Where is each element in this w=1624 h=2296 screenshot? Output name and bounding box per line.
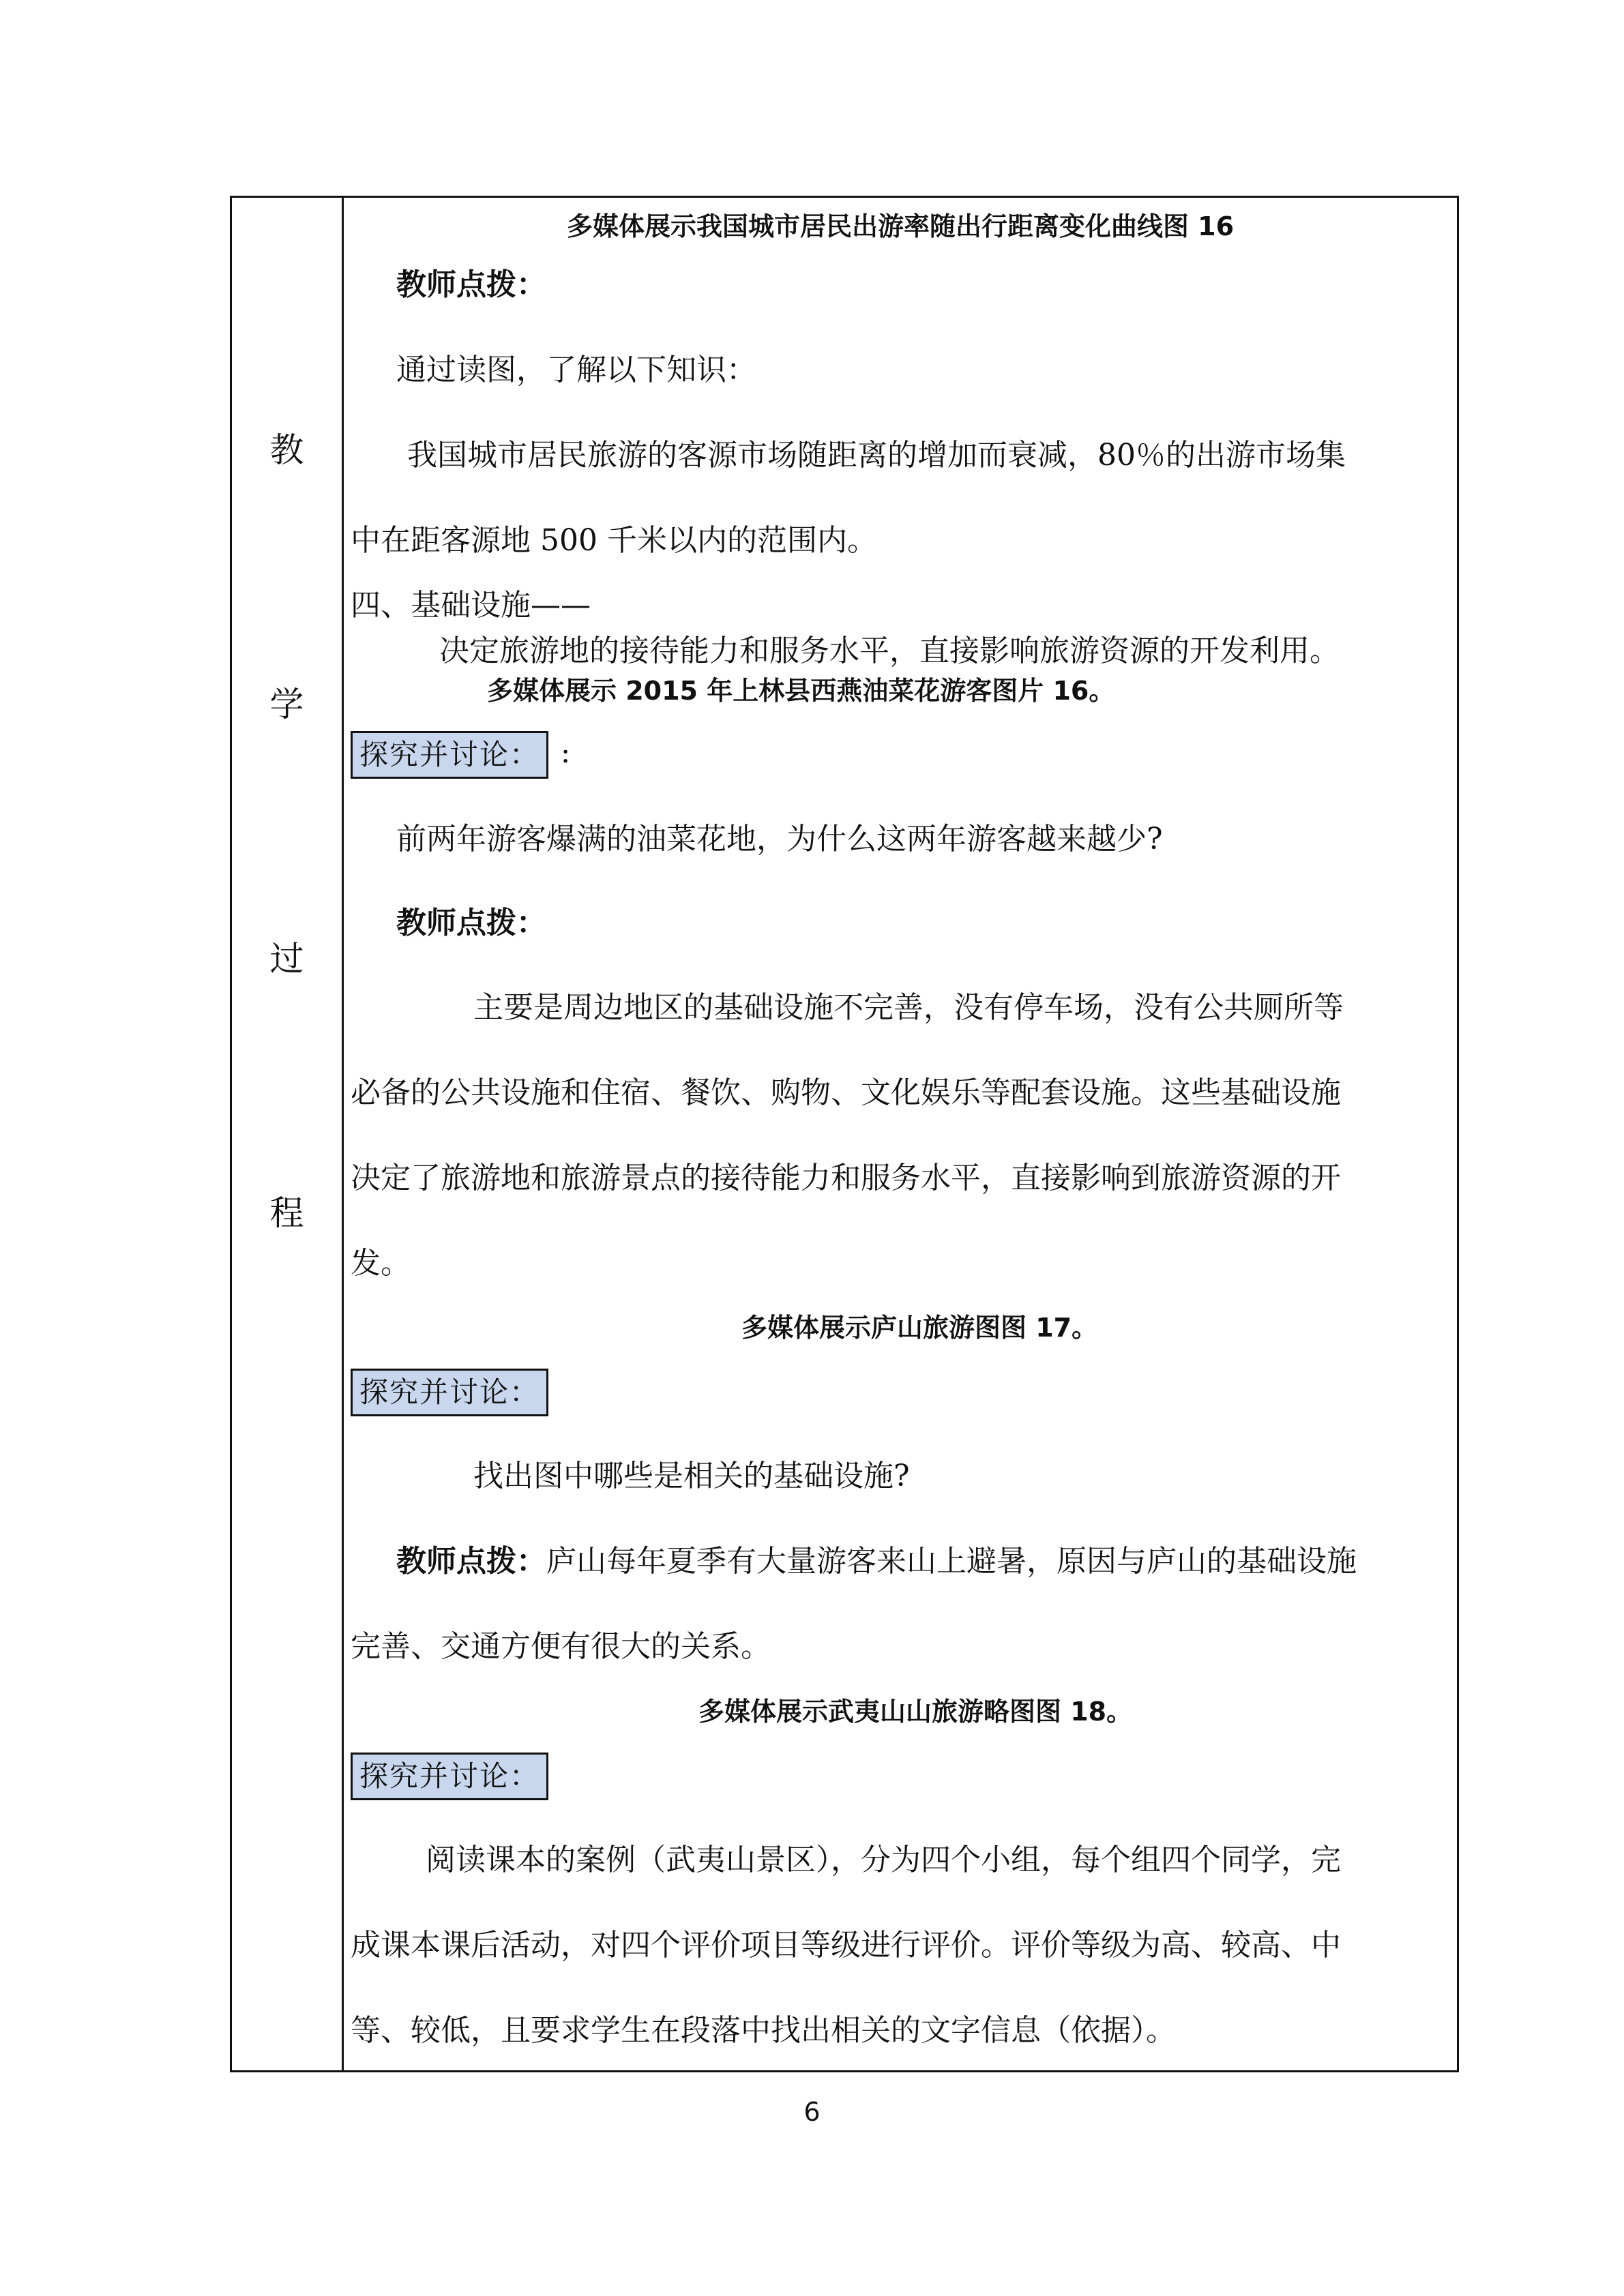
teacher-tip-heading: 教师点拨： bbox=[396, 267, 546, 302]
side-label-char: 程 bbox=[269, 1193, 304, 1233]
body-text: 必备的公共设施和住宿、餐饮、购物、文化娱乐等配套设施。这些基础设施 bbox=[351, 1075, 1341, 1110]
caption-figure-16: 多媒体展示我国城市居民出游率随出行距离变化曲线图 16 bbox=[566, 211, 1235, 241]
body-text: 庐山每年夏季有大量游客来山上避暑，原因与庐山的基础设施 bbox=[546, 1544, 1357, 1579]
box-tail-text: : bbox=[561, 736, 571, 769]
body-text: 通过读图，了解以下知识： bbox=[396, 353, 756, 387]
side-label-column bbox=[232, 198, 344, 2070]
section-heading: 四、基础设施—— bbox=[351, 588, 591, 623]
body-text: 决定了旅游地和旅游景点的接待能力和服务水平，直接影响到旅游资源的开 bbox=[351, 1161, 1341, 1195]
body-text: 中在距客源地 500 千米以内的范围内。 bbox=[351, 523, 877, 558]
caption-figure-18: 多媒体展示武夷山山旅游略图图 18。 bbox=[698, 1697, 1133, 1727]
body-text: 成课本课后活动，对四个评价项目等级进行评价。评价等级为高、较高、中 bbox=[351, 1928, 1341, 1963]
discussion-label-box: 探究并讨论： bbox=[351, 1753, 548, 1800]
side-label-char: 过 bbox=[269, 939, 304, 979]
body-text: 我国城市居民旅游的客源市场随距离的增加而衰减，80％的出游市场集 bbox=[407, 438, 1346, 473]
lesson-table bbox=[230, 196, 1459, 2072]
teacher-tip-heading: 教师点拨： bbox=[396, 1544, 546, 1579]
body-text: 发。 bbox=[351, 1246, 411, 1281]
body-text: 决定旅游地的接待能力和服务水平，直接影响旅游资源的开发利用。 bbox=[439, 633, 1340, 668]
caption-figure-17: 多媒体展示庐山旅游图图 17。 bbox=[741, 1313, 1098, 1343]
teacher-tip-heading: 教师点拨： bbox=[396, 906, 546, 940]
caption-picture-16: 多媒体展示 2015 年上林县西燕油菜花游客图片 16。 bbox=[487, 676, 1115, 706]
discussion-label-box: 探究并讨论： bbox=[351, 1369, 548, 1416]
body-text: 前两年游客爆满的油菜花地，为什么这两年游客越来越少? bbox=[396, 822, 1163, 856]
body-text: 完善、交通方便有很大的关系。 bbox=[351, 1629, 771, 1664]
side-label-char: 教 bbox=[269, 430, 304, 470]
discussion-label-box: 探究并讨论： bbox=[351, 731, 548, 779]
side-label-char: 学 bbox=[269, 685, 304, 724]
page-number: 6 bbox=[803, 2097, 821, 2127]
body-text: 主要是周边地区的基础设施不完善，没有停车场，没有公共厕所等 bbox=[473, 990, 1344, 1025]
teacher-tip-paragraph bbox=[396, 1542, 1357, 1581]
body-text: 等、较低，且要求学生在段落中找出相关的文字信息（依据）。 bbox=[351, 2013, 1176, 2048]
lesson-content bbox=[344, 198, 1457, 2070]
body-text: 找出图中哪些是相关的基础设施? bbox=[473, 1459, 910, 1493]
body-text: 阅读课本的案例（武夷山景区），分为四个小组，每个组四个同学，完 bbox=[426, 1843, 1341, 1877]
